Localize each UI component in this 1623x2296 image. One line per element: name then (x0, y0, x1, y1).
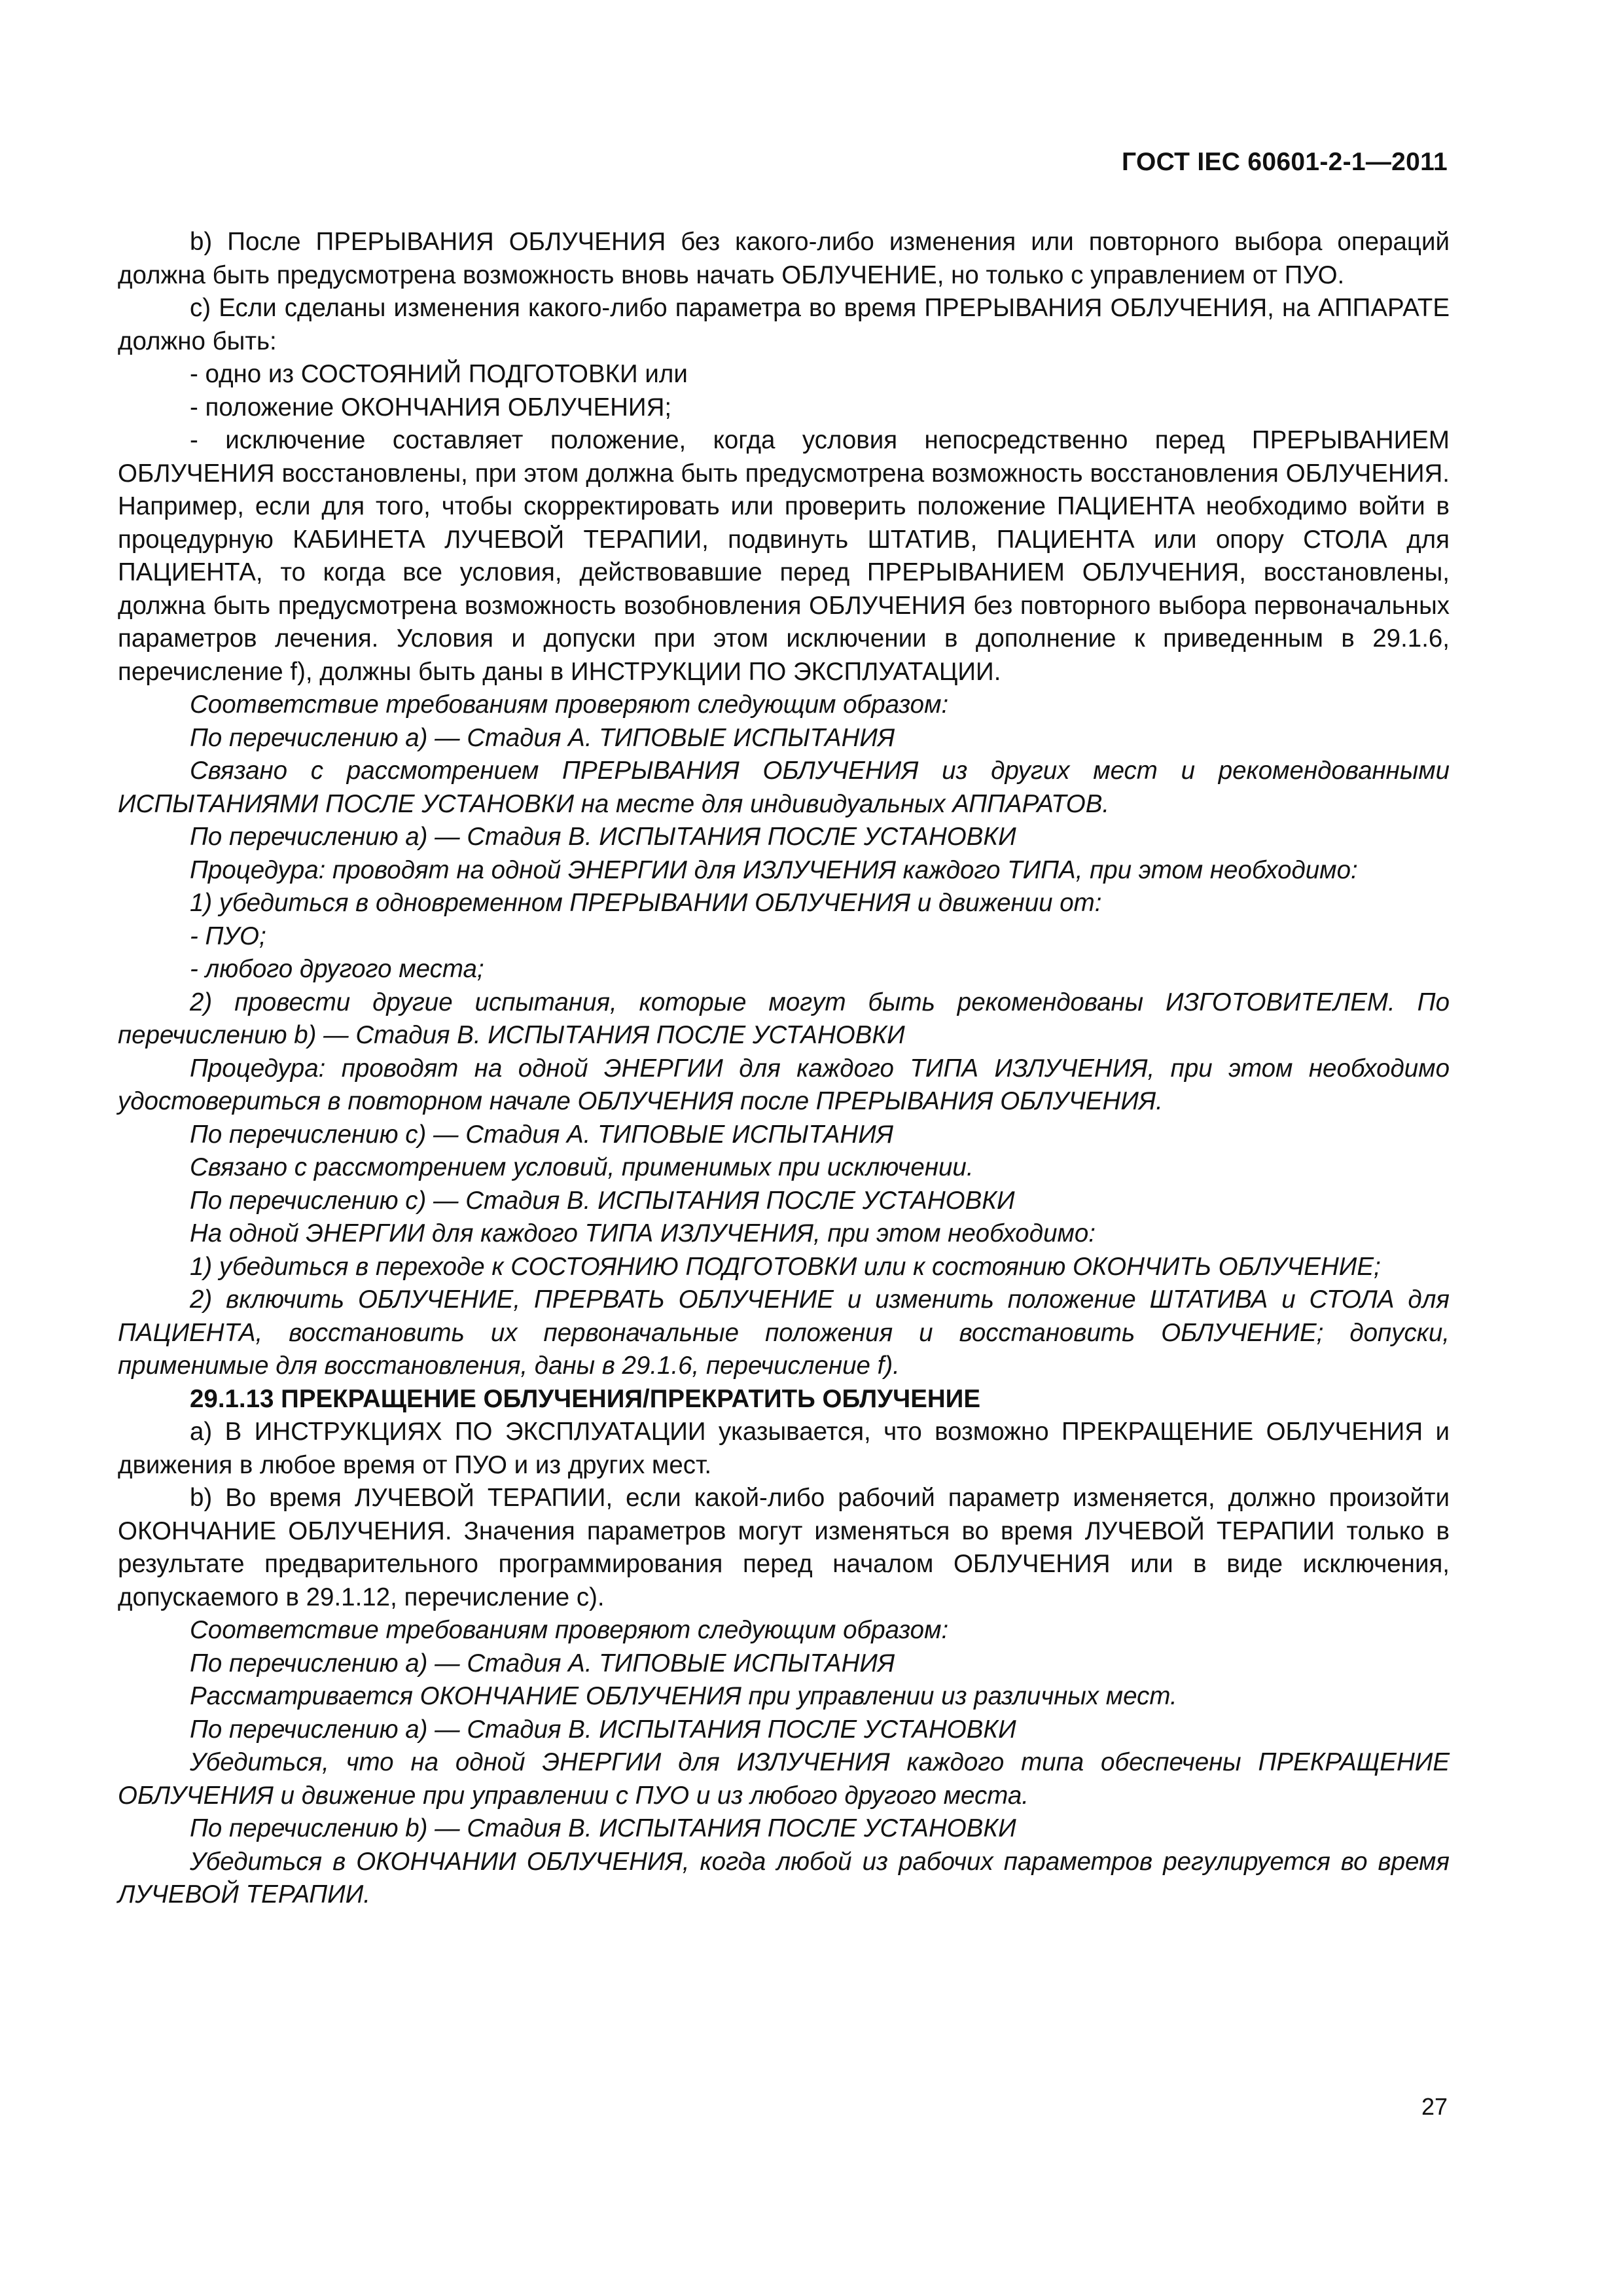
paragraph: На одной ЭНЕРГИИ для каждого ТИПА ИЗЛУЧЕНИЯ, при этом необходимо: (190, 1219, 1096, 1247)
section-heading: 29.1.13 ПРЕКРАЩЕНИЕ ОБЛУЧЕНИЯ/ПРЕКРАТИТЬ ОБЛУЧЕНИЕ (190, 1384, 981, 1413)
paragraph: Убедиться, что на одной ЭНЕРГИИ для ИЗЛУЧЕНИЯ каждого типа обеспечены ПРЕКРАЩЕНИЕ ОБЛУЧЕНИЯ и движение при управлении с ПУО и из любого другого места. (118, 1748, 1450, 1810)
paragraph: Соответствие требованиям проверяют следующим образом: (190, 1616, 949, 1644)
document-body (118, 226, 1450, 1912)
paragraph: c) Если сделаны изменения какого-либо параметра во время ПРЕРЫВАНИЯ ОБЛУЧЕНИЯ, на АППАРАТЕ должно быть: (118, 294, 1450, 355)
paragraph: Убедиться в ОКОНЧАНИИ ОБЛУЧЕНИЯ, когда любой из рабочих параметров регулируется во время ЛУЧЕВОЙ ТЕРАПИИ. (118, 1847, 1450, 1909)
paragraph: По перечислению с) — Стадия А. ТИПОВЫЕ ИСПЫТАНИЯ (190, 1120, 894, 1149)
paragraph: Связано с рассмотрением условий, применимых при исключении. (190, 1153, 974, 1181)
paragraph: Процедура: проводят на одной ЭНЕРГИИ для каждого ТИПА ИЗЛУЧЕНИЯ, при этом необходимо удостовериться в повторном начале ОБЛУЧЕНИЯ после ПРЕРЫВАНИЯ ОБЛУЧЕНИЯ. (118, 1054, 1450, 1115)
paragraph: b) Во время ЛУЧЕВОЙ ТЕРАПИИ, если какой-либо рабочий параметр изменяется, должно произойти ОКОНЧАНИЕ ОБЛУЧЕНИЯ. Значения параметров могут изменяться во время ЛУЧЕВОЙ ТЕРАПИИ только в результате предварительного программирования перед началом ОБЛУЧЕНИЯ или в виде исключения, допускаемого в 29.1.12, перечисление с). (118, 1484, 1450, 1611)
paragraph: 1) убедиться в одновременном ПРЕРЫВАНИИ ОБЛУЧЕНИЯ и движении от: (190, 889, 1102, 917)
paragraph: Соответствие требованиям проверяют следующим образом: (190, 691, 949, 719)
paragraph: 2) провести другие испытания, которые могут быть рекомендованы ИЗГОТОВИТЕЛЕМ. По перечислению b) — Стадия В. ИСПЫТАНИЯ ПОСЛЕ УСТАНОВКИ (118, 988, 1450, 1049)
paragraph: - исключение составляет положение, когда условия непосредственно перед ПРЕРЫВАНИЕМ ОБЛУЧЕНИЯ восстановлены, при этом должна быть предусмотрена возможность восстановления ОБЛУЧЕНИЯ. Например, если для того, чтобы скорректировать или проверить положение ПАЦИЕНТА необходимо войти в процедурную КАБИНЕТА ЛУЧЕВОЙ ТЕРАПИИ, подвинуть ШТАТИВ, ПАЦИЕНТА или опору СТОЛА для ПАЦИЕНТА, то когда все условия, действовавшие перед ПРЕРЫВАНИЕМ ОБЛУЧЕНИЯ, восстановлены, должна быть предусмотрена возможность возобновления ОБЛУЧЕНИЯ без повторного выбора первоначальных параметров лечения. Условия и допуски при этом исключении в дополнение к приведенным в 29.1.6, перечисление f), должны быть даны в ИНСТРУКЦИИ ПО ЭКСПЛУАТАЦИИ. (118, 426, 1450, 686)
paragraph: По перечислению а) — Стадия В. ИСПЫТАНИЯ ПОСЛЕ УСТАНОВКИ (190, 1715, 1016, 1744)
paragraph: По перечислению а) — Стадия А. ТИПОВЫЕ ИСПЫТАНИЯ (190, 723, 895, 752)
paragraph: По перечислению а) — Стадия В. ИСПЫТАНИЯ ПОСЛЕ УСТАНОВКИ (190, 823, 1016, 851)
paragraph: b) После ПРЕРЫВАНИЯ ОБЛУЧЕНИЯ без какого-либо изменения или повторного выбора операций должна быть предусмотрена возможность вновь начать ОБЛУЧЕНИЕ, но только с управлением от ПУО. (118, 228, 1450, 289)
paragraph: По перечислению с) — Стадия В. ИСПЫТАНИЯ ПОСЛЕ УСТАНОВКИ (190, 1186, 1015, 1215)
paragraph: - любого другого места; (190, 955, 484, 983)
paragraph: Процедура: проводят на одной ЭНЕРГИИ для ИЗЛУЧЕНИЯ каждого ТИПА, при этом необходимо: (190, 855, 1358, 884)
paragraph: а) В ИНСТРУКЦИЯХ ПО ЭКСПЛУАТАЦИИ указывается, что возможно ПРЕКРАЩЕНИЕ ОБЛУЧЕНИЯ и движения в любое время от ПУО и из других мест. (118, 1418, 1450, 1479)
paragraph: Рассматривается ОКОНЧАНИЕ ОБЛУЧЕНИЯ при управлении из различных мест. (190, 1682, 1177, 1710)
paragraph: 2) включить ОБЛУЧЕНИЕ, ПРЕРВАТЬ ОБЛУЧЕНИЕ и изменить положение ШТАТИВА и СТОЛА для ПАЦИЕНТА, восстановить их первоначальные положения и восстановить ОБЛУЧЕНИЕ; допуски, применимые для восстановления, даны в 29.1.6, перечисление f). (118, 1285, 1450, 1380)
page-number: 27 (1421, 2093, 1448, 2120)
paragraph: - положение ОКОНЧАНИЯ ОБЛУЧЕНИЯ; (190, 393, 672, 422)
paragraph: По перечислению b) — Стадия В. ИСПЫТАНИЯ ПОСЛЕ УСТАНОВКИ (190, 1814, 1016, 1842)
paragraph: Связано с рассмотрением ПРЕРЫВАНИЯ ОБЛУЧЕНИЯ из других мест и рекомендованными ИСПЫТАНИЯМИ ПОСЛЕ УСТАНОВКИ на месте для индивидуальных АППАРАТОВ. (118, 757, 1450, 818)
paragraph: 1) убедиться в переходе к СОСТОЯНИЮ ПОДГОТОВКИ или к состоянию ОКОНЧИТЬ ОБЛУЧЕНИЕ; (190, 1252, 1381, 1281)
standard-code: ГОСТ IEC 60601-2-1—2011 (1122, 148, 1448, 176)
paragraph: - ПУО; (190, 922, 266, 950)
paragraph: По перечислению а) — Стадия А. ТИПОВЫЕ ИСПЫТАНИЯ (190, 1649, 895, 1677)
paragraph: - одно из СОСТОЯНИЙ ПОДГОТОВКИ или (190, 360, 688, 388)
